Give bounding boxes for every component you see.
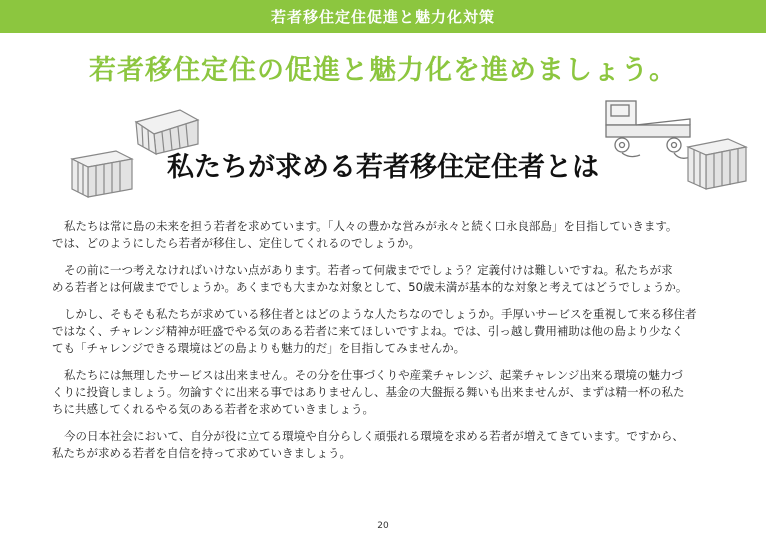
header-bar <box>0 0 766 33</box>
paragraph: その前に一つ考えなければいけない点があります。若者って何歳まででしょう？定義付けは難しいですね。私たちが求 める若者とは何歳まででしょうか。あくまでも大まかな対象として、50歳未満が基本的な対象と考えてはどうでしょうか。 <box>52 263 688 294</box>
paragraph: 今の日本社会において、自分が役に立てる環境や自分らしく頑張れる環境を求める若者が増えてきています。ですから、 私たちが求める若者を自信を持って求めていきましょう。 <box>52 429 684 460</box>
body-text <box>52 218 752 472</box>
page-title: 若者移住定住の促進と魅力化を進めましょう。 <box>89 55 677 86</box>
section-title: 私たちが求める若者移住定住者とは <box>167 152 599 183</box>
paragraph: 私たちは常に島の未来を担う若者を求めています。「人々の豊かな営みが永々と続く口永良部島」を目指していきます。 では、どのようにしたら若者が移住し、定住してくれるのでしょうか。 <box>52 219 678 250</box>
page-number: 20 <box>377 521 389 531</box>
paragraph: しかし、そもそも私たちが求めている移住者とはどのような人たちなのでしょうか。手厚いサービスを重視して来る移住者 ではなく、チャレンジ精神が旺盛でやる気のある若者に来てほしいですよね。では、引っ越し費用補助は他の島より少なく ても「チャレンジできる環境はどの島よりも魅力的だ」を目指してみませんか。 <box>52 307 697 355</box>
paragraph: 私たちには無理したサービスは出来ません。その分を仕事づくりや産業チャレンジ、起業チャレンジ出来る環境の魅力づ くりに投資しましょう。勿論すぐに出来る事ではありませんし、基金の大盤振る舞いも出来ませんが、まずは精一杯の私た ちに共感してくれるやる気のある若者を求めていきましょう。 <box>52 368 685 416</box>
header-title: 若者移住定住促進と魅力化対策 <box>270 8 495 26</box>
